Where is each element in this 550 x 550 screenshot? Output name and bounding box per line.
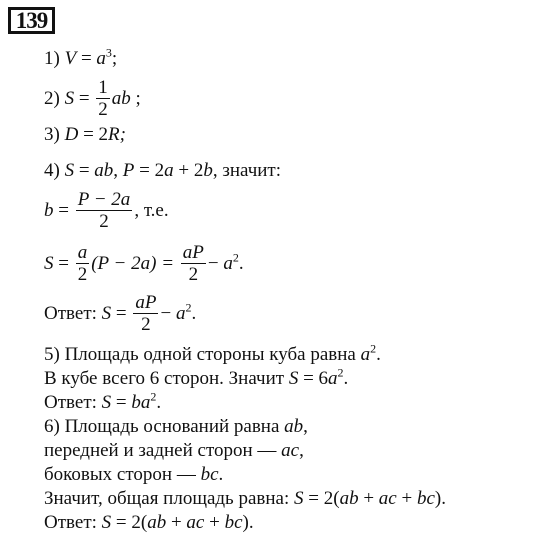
answer-4-result-line: Ответ: S = $\frac{aP}{2}$ − $a^2$. bbox=[44, 292, 197, 335]
answer-5-line-2: В кубе всего 6 сторон. Значит $S = 6a^2$. bbox=[44, 365, 349, 389]
answer-6-line-1: 6) Площадь оснований равна ab, bbox=[44, 416, 308, 437]
fraction: $\frac{aP}{2}$ bbox=[182, 242, 204, 285]
answer-5-result-line: Ответ: $S = ba^2$. bbox=[44, 389, 162, 413]
formula-b-line: b = $\frac{P - 2a}{2}$ , т.е. bbox=[44, 189, 169, 232]
answer-1-line: 1) $V = a^3$; bbox=[44, 45, 118, 69]
fraction: $\frac{aP}{2}$ bbox=[135, 292, 157, 335]
answer-6-result-line: Ответ: S = 2(ab + ac + bc). bbox=[44, 512, 254, 533]
formula-s-line: S = $\frac{a}{2}$ (P − 2a) = $\frac{aP}{2}$ − $a^2$. bbox=[44, 242, 244, 285]
fraction: $\frac{a}{2}$ bbox=[77, 242, 88, 285]
answer-6-line-2: передней и задней сторон — ac, bbox=[44, 440, 304, 461]
fraction: $\frac{1}{2}$ bbox=[98, 77, 108, 120]
answer-6-line-3: боковых сторон — bc. bbox=[44, 464, 224, 485]
fraction: $\frac{P - 2a}{2}$ bbox=[77, 189, 131, 232]
answer-5-line-1: 5) Площадь одной стороны куба равна $a^2$. bbox=[44, 341, 381, 365]
answer-2-line: 2) S = $\frac{1}{2}$ ab ; bbox=[44, 77, 141, 120]
problem-number-badge: 139 bbox=[8, 7, 55, 34]
answer-6-line-4: Значит, общая площадь равна: S = 2(ab + ac + bc). bbox=[44, 488, 446, 509]
answer-4-line: 4) S = ab, P = 2a + 2b, значит: bbox=[44, 160, 281, 181]
answer-3-line: 3) D = 2R; bbox=[44, 124, 126, 145]
